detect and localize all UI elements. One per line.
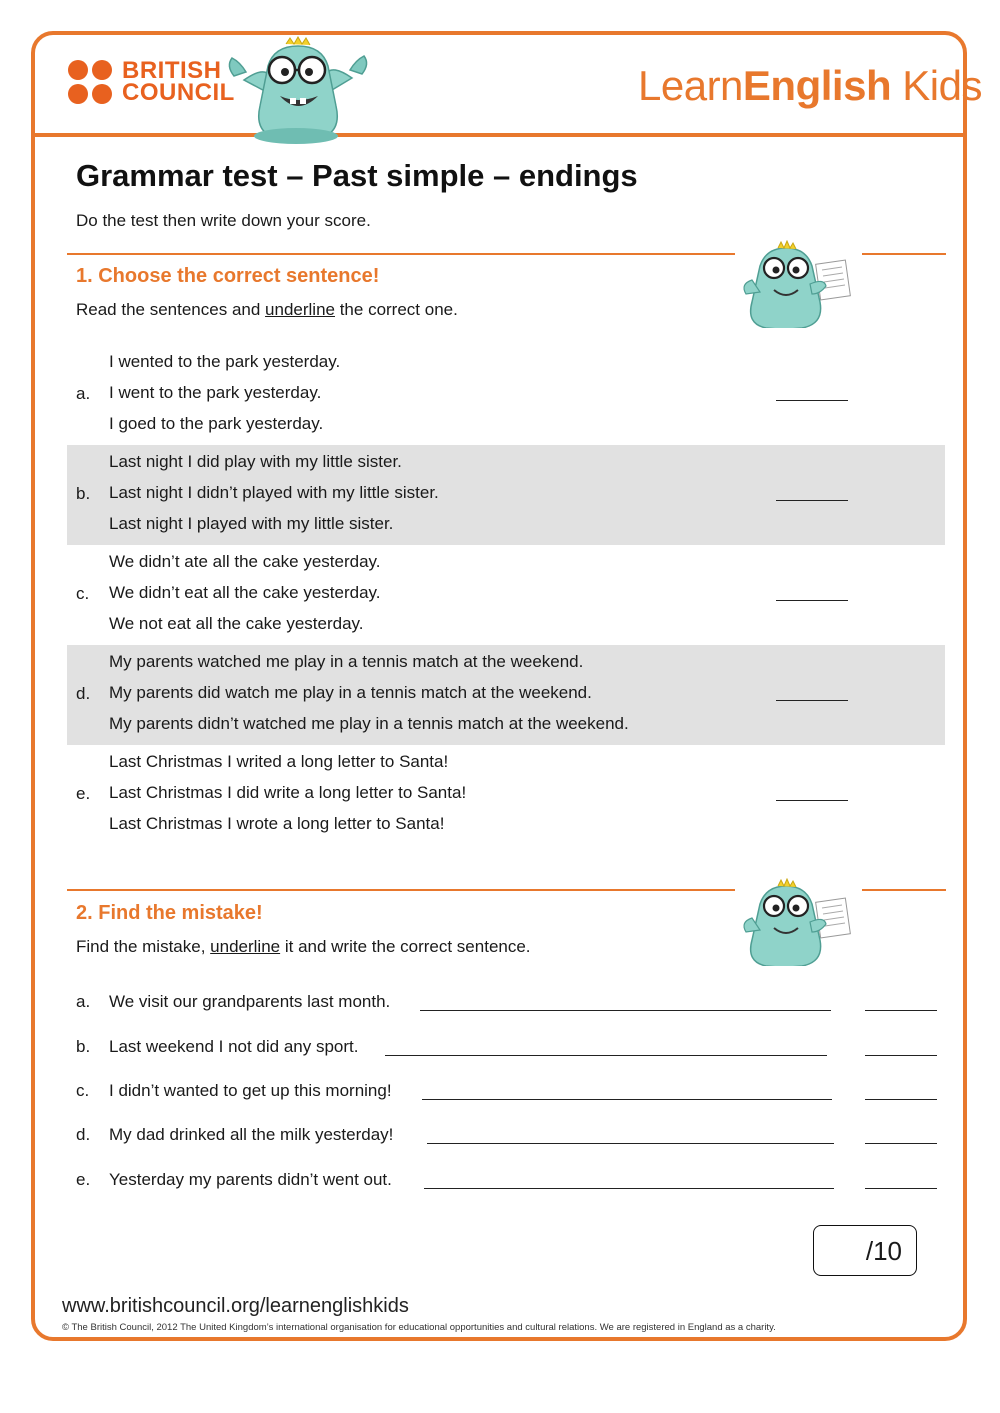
item-letter: c.	[76, 1081, 90, 1100]
score-blank[interactable]	[776, 588, 848, 601]
option-2[interactable]: My parents did watch me play in a tennis match at the weekend.	[109, 683, 592, 702]
question-e	[67, 745, 945, 845]
mistake-item-a	[67, 992, 945, 1016]
monster-mascot-icon	[224, 36, 372, 144]
option-1[interactable]: We didn’t ate all the cake yesterday.	[109, 552, 381, 571]
option-2[interactable]: We didn’t eat all the cake yesterday.	[109, 583, 381, 602]
question-c	[67, 545, 945, 645]
answer-line[interactable]	[424, 1184, 834, 1189]
section-1-divider-left	[67, 253, 735, 255]
item-letter: b.	[76, 1037, 91, 1056]
option-3[interactable]: Last night I played with my little sister.	[109, 514, 394, 533]
section-2-instruction: Find the mistake, underline it and write the correct sentence.	[76, 937, 531, 956]
section-1-divider-right	[862, 253, 946, 255]
question-letter: e.	[76, 784, 91, 803]
item-sentence[interactable]: We visit our grandparents last month.	[109, 992, 391, 1011]
page-title: Grammar test – Past simple – endings	[76, 158, 638, 193]
item-letter: a.	[76, 992, 91, 1011]
question-letter: a.	[76, 384, 91, 403]
question-letter: c.	[76, 584, 90, 603]
british-council-dots-icon	[68, 60, 112, 104]
score-blank[interactable]	[776, 688, 848, 701]
mistake-item-c	[67, 1081, 945, 1105]
question-b	[67, 445, 945, 545]
option-1[interactable]: My parents watched me play in a tennis match at the weekend.	[109, 652, 584, 671]
option-3[interactable]: We not eat all the cake yesterday.	[109, 614, 364, 633]
score-blank[interactable]	[776, 388, 848, 401]
option-2[interactable]: Last Christmas I did write a long letter to Santa!	[109, 783, 467, 802]
brand-line-2: COUNCIL	[122, 79, 235, 106]
option-1[interactable]: Last Christmas I writed a long letter to Santa!	[109, 752, 449, 771]
answer-line[interactable]	[427, 1139, 834, 1144]
brand-line-1: BRITISH	[122, 57, 222, 84]
score-blank[interactable]	[776, 788, 848, 801]
item-sentence[interactable]: I didn’t wanted to get up this morning!	[109, 1081, 392, 1100]
monster-with-paper-icon	[740, 240, 852, 328]
option-2[interactable]: Last night I didn’t played with my little sister.	[109, 483, 439, 502]
item-sentence[interactable]: Last weekend I not did any sport.	[109, 1037, 359, 1056]
option-1[interactable]: Last night I did play with my little sister.	[109, 452, 402, 471]
mistake-item-d	[67, 1125, 945, 1149]
score-blank[interactable]	[865, 1006, 937, 1011]
item-sentence[interactable]: My dad drinked all the milk yesterday!	[109, 1125, 394, 1144]
footer-copyright: © The British Council, 2012 The United Kingdom’s international organisation for educational opportunities and cultural relations. We are registered in England as a charity.	[62, 1322, 776, 1333]
question-letter: b.	[76, 484, 91, 503]
option-3[interactable]: I goed to the park yesterday.	[109, 414, 324, 433]
section-1-instruction: Read the sentences and underline the correct one.	[76, 300, 458, 319]
total-score-box[interactable]	[813, 1225, 917, 1276]
monster-with-paper-icon	[740, 878, 852, 966]
mistake-item-b	[67, 1037, 945, 1061]
mistake-item-e	[67, 1170, 945, 1194]
header-divider	[35, 133, 965, 137]
learnenglish-kids-logo: LearnEnglish Kids	[638, 62, 982, 109]
british-council-logo	[68, 57, 235, 106]
question-a	[67, 345, 945, 445]
section-1-title: 1. Choose the correct sentence!	[76, 265, 380, 287]
section-2-divider-right	[862, 889, 946, 891]
score-blank[interactable]	[865, 1184, 937, 1189]
score-blank[interactable]	[776, 488, 848, 501]
item-letter: d.	[76, 1125, 91, 1144]
score-blank[interactable]	[865, 1139, 937, 1144]
question-d	[67, 645, 945, 745]
section-2-divider-left	[67, 889, 735, 891]
answer-line[interactable]	[385, 1051, 827, 1056]
item-sentence[interactable]: Yesterday my parents didn’t went out.	[109, 1170, 392, 1189]
score-blank[interactable]	[865, 1051, 937, 1056]
item-letter: e.	[76, 1170, 91, 1189]
total-score-label: /10	[865, 1236, 902, 1266]
option-2[interactable]: I went to the park yesterday.	[109, 383, 322, 402]
section-2-title: 2. Find the mistake!	[76, 902, 263, 924]
footer-url: www.britishcouncil.org/learnenglishkids	[62, 1295, 409, 1317]
option-3[interactable]: Last Christmas I wrote a long letter to Santa!	[109, 814, 445, 833]
score-blank[interactable]	[865, 1095, 937, 1100]
question-letter: d.	[76, 684, 91, 703]
answer-line[interactable]	[422, 1095, 832, 1100]
page-subtitle: Do the test then write down your score.	[76, 211, 371, 230]
option-3[interactable]: My parents didn’t watched me play in a tennis match at the weekend.	[109, 714, 629, 733]
option-1[interactable]: I wented to the park yesterday.	[109, 352, 341, 371]
answer-line[interactable]	[420, 1006, 831, 1011]
